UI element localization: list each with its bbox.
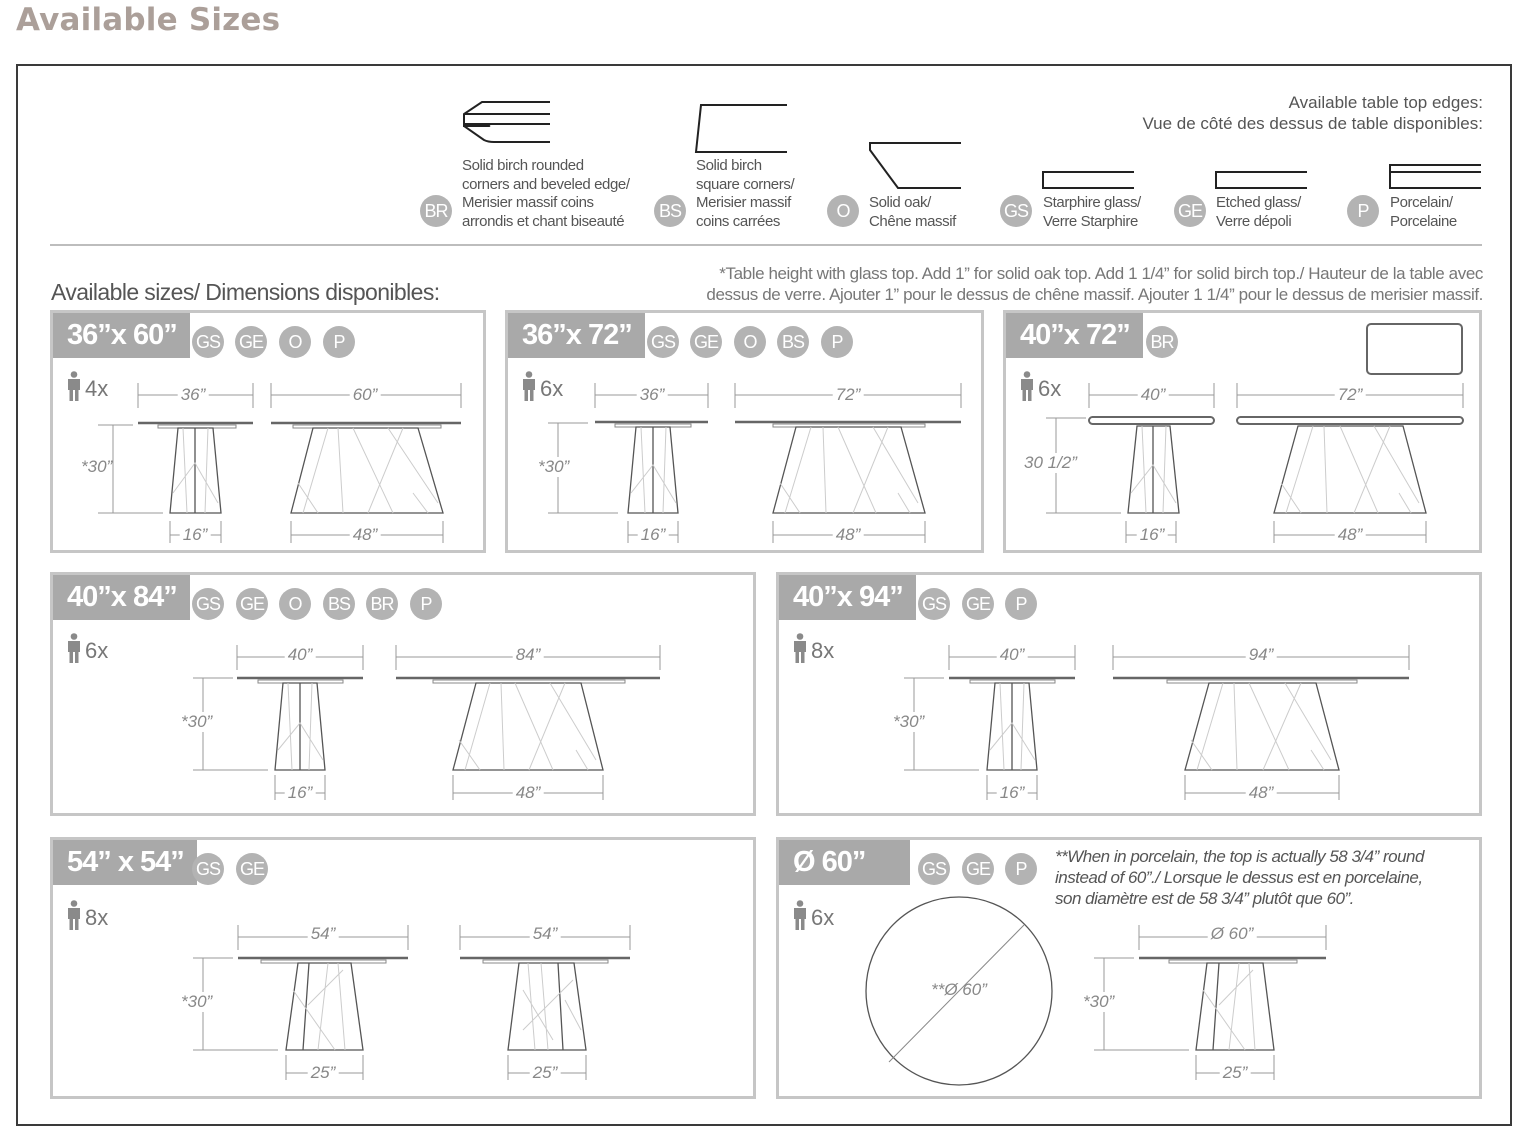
dim-base-a: 16” <box>1137 525 1168 545</box>
edge-label-gs: Starphire glass/ Verre Starphire <box>1043 194 1141 230</box>
seating-capacity: 6x <box>1020 371 1061 402</box>
dim-width-b: 60” <box>350 385 381 405</box>
dim-height: *30” <box>893 712 925 731</box>
dim-width-a: 36” <box>637 385 668 405</box>
table-side-view-drawing <box>508 313 987 556</box>
dim-height: *30” <box>1083 992 1115 1011</box>
birch-rounded-beveled-edge-profile-icon <box>460 100 555 160</box>
finish-badge-gs: GS <box>647 326 679 358</box>
size-panel-40x72 <box>1003 310 1482 553</box>
size-label: 40”x 84” <box>53 575 190 620</box>
finish-badge-ge: GE <box>236 588 268 620</box>
page-title: Available Sizes <box>16 2 281 38</box>
finish-badge-ge: GE <box>962 588 994 620</box>
dim-width-a: Ø 60” <box>1208 924 1257 944</box>
dim-base-b: 48” <box>1335 525 1366 545</box>
finish-badge-gs: GS <box>918 853 950 885</box>
edge-badge-p: P <box>1347 195 1379 227</box>
edges-header-fr: Vue de côté des dessus de table disponibles: <box>1142 114 1483 133</box>
dim-height: *30” <box>538 457 570 476</box>
dim-height: *30” <box>181 992 213 1011</box>
seating-capacity: 6x <box>67 633 108 664</box>
table-side-view-drawing <box>1006 313 1485 556</box>
dim-top-diameter: **Ø 60” <box>931 980 987 999</box>
finish-badge-p: P <box>410 588 442 620</box>
finish-badge-ge: GE <box>962 853 994 885</box>
dim-width-a: 36” <box>178 385 209 405</box>
porcelain-edge-profile-icon <box>1389 164 1484 190</box>
dim-width-b: 84” <box>513 645 544 665</box>
dim-width-b: 54” <box>530 924 561 944</box>
size-panel-36x60 <box>50 310 486 553</box>
dim-width-a: 54” <box>308 924 339 944</box>
table-side-view-drawing <box>53 313 489 556</box>
edge-badge-gs: GS <box>1000 195 1032 227</box>
dim-height: 30 1/2” <box>1024 453 1077 472</box>
finish-badge-p: P <box>821 326 853 358</box>
dim-height: *30” <box>181 712 213 731</box>
edge-badge-o: O <box>827 195 859 227</box>
edge-label-br: Solid birch rounded corners and beveled edge/ Merisier massif coins arrondis et chant biseauté <box>462 157 630 230</box>
size-panel-36x72 <box>505 310 984 553</box>
seating-capacity: 6x <box>793 900 834 931</box>
dim-width-a: 40” <box>997 645 1028 665</box>
dim-width-a: 40” <box>1138 385 1169 405</box>
dim-base-a: 16” <box>997 783 1028 803</box>
size-label: 40”x 94” <box>779 575 916 620</box>
finish-badge-p: P <box>1005 588 1037 620</box>
table-side-view-drawing <box>779 840 1485 1102</box>
seating-capacity: 4x <box>67 371 108 402</box>
dim-width-b: 72” <box>833 385 864 405</box>
finish-badge-o: O <box>279 326 311 358</box>
size-label: 36”x 60” <box>53 313 190 358</box>
size-panel-round-60 <box>776 837 1482 1099</box>
table-side-view-drawing <box>779 575 1485 819</box>
dim-width-a: 40” <box>285 645 316 665</box>
finish-badge-p: P <box>1005 853 1037 885</box>
etched-glass-edge-profile-icon <box>1215 171 1310 191</box>
edge-label-bs: Solid birch square corners/ Merisier massif coins carrées <box>696 157 795 230</box>
height-note: *Table height with glass top. Add 1” for solid oak top. Add 1 1/4” for solid birch top./ Hauteur de la table avec dessus de verre. Ajouter 1” pour le dessus de chêne massif. Ajouter 1 1/4” pour le dessus de merisier massif. <box>706 264 1483 304</box>
edge-label-ge: Etched glass/ Verre dépoli <box>1216 194 1301 230</box>
starphire-glass-edge-profile-icon <box>1042 171 1137 191</box>
edge-badge-bs: BS <box>654 195 686 227</box>
dim-width-b: 72” <box>1335 385 1366 405</box>
finish-badge-gs: GS <box>192 326 224 358</box>
dim-height: *30” <box>81 457 113 476</box>
dim-base-a: 16” <box>638 525 669 545</box>
porcelain-note: **When in porcelain, the top is actually 58 3/4” round instead of 60”./ Lorsque le dessus est en porcelaine, son diamètre est de 58 3/4” plutôt que 60”. <box>1055 847 1424 908</box>
dim-base-b: 48” <box>833 525 864 545</box>
dim-base-b: 25” <box>530 1063 561 1083</box>
finish-badge-ge: GE <box>235 326 267 358</box>
dim-base-b: 48” <box>513 783 544 803</box>
finish-badge-ge: GE <box>690 326 722 358</box>
finish-badge-bs: BS <box>323 588 355 620</box>
edge-label-p: Porcelain/ Porcelaine <box>1390 194 1457 230</box>
finish-badge-br: BR <box>1146 326 1178 358</box>
table-side-view-drawing <box>53 575 759 819</box>
dim-base-b: 48” <box>1246 783 1277 803</box>
size-panel-40x94 <box>776 572 1482 816</box>
seating-capacity: 6x <box>522 371 563 402</box>
finish-badge-gs: GS <box>918 588 950 620</box>
size-label: 36”x 72” <box>508 313 645 358</box>
dim-base-b: 48” <box>350 525 381 545</box>
edges-header <box>1142 92 1483 134</box>
table-side-view-drawing <box>53 840 759 1102</box>
finish-badge-gs: GS <box>192 853 224 885</box>
finish-badge-ge: GE <box>236 853 268 885</box>
edge-badge-ge: GE <box>1174 195 1206 227</box>
seating-capacity: 8x <box>793 633 834 664</box>
finish-badge-o: O <box>279 588 311 620</box>
edges-header-en: Available table top edges: <box>1288 93 1483 112</box>
sizes-title: Available sizes/ Dimensions disponibles: <box>51 279 440 305</box>
birch-square-edge-profile-icon <box>695 104 790 154</box>
size-label: 40”x 72” <box>1006 313 1143 358</box>
size-panel-54x54 <box>50 837 756 1099</box>
edge-label-o: Solid oak/ Chêne massif <box>869 194 956 230</box>
dim-base-a: 16” <box>285 783 316 803</box>
dim-base-a: 25” <box>1220 1063 1251 1083</box>
size-panel-40x84 <box>50 572 756 816</box>
oak-edge-profile-icon <box>868 142 963 192</box>
finish-badge-p: P <box>323 326 355 358</box>
seating-capacity: 8x <box>67 900 108 931</box>
size-label: Ø 60” <box>779 840 910 885</box>
finish-badge-br: BR <box>366 588 398 620</box>
finish-badge-gs: GS <box>192 588 224 620</box>
size-label: 54” x 54” <box>53 840 197 885</box>
section-divider <box>50 244 1482 246</box>
dim-base-a: 16” <box>180 525 211 545</box>
finish-badge-bs: BS <box>777 326 809 358</box>
dim-base-a: 25” <box>308 1063 339 1083</box>
edge-badge-br: BR <box>420 195 452 227</box>
dim-width-b: 94” <box>1246 645 1277 665</box>
finish-badge-o: O <box>734 326 766 358</box>
